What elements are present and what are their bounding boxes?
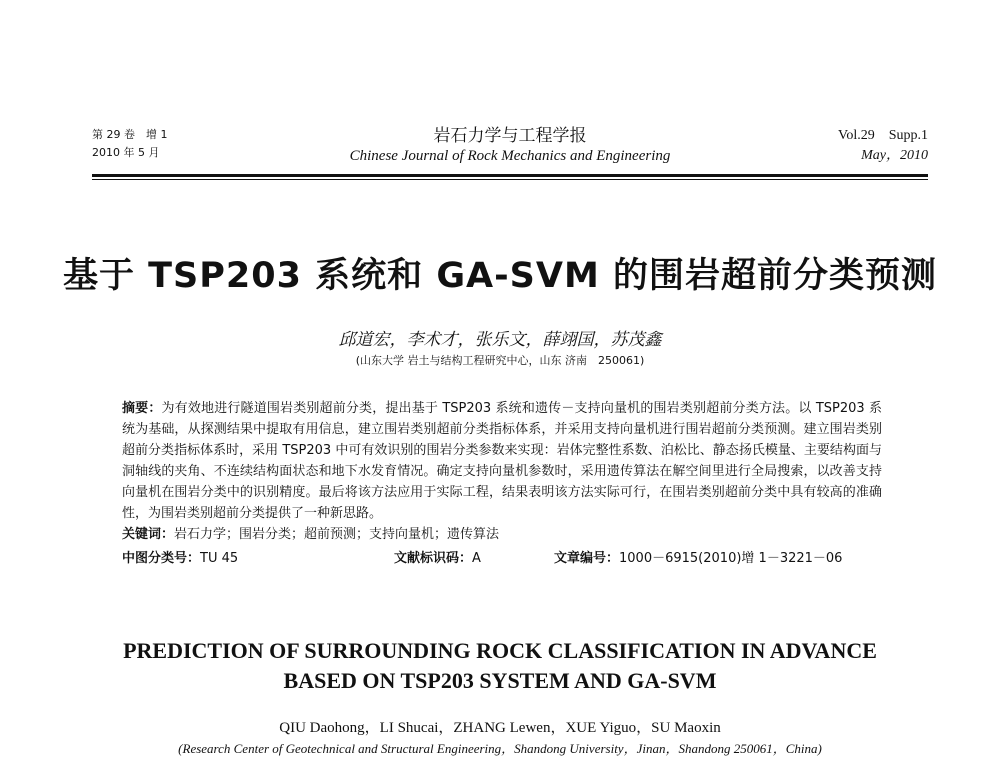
masthead-center	[92, 126, 928, 166]
journal-masthead	[92, 126, 928, 170]
volume-issue: 第 29 卷 增 1	[92, 128, 168, 141]
abstract-text: 为有效地进行隧道围岩类别超前分类，提出基于 TSP203 系统和遗传－支持向量机的围岩类别超前分类方法。以 TSP203 系统为基础，从探测结果中提取有用信息，建立围岩类别超前分类指标体系，并采用支持向量机进行围岩超前分类预测。建立围岩类别超前分类指标体系时，采用 TSP203 中可有效识别的围岩分类参数来实现：岩体完整性系数、泊松比、静态扬氏模量、主要结构面与洞轴线的夹角、不连续结构面状态和地下水发育情况。确定支持向量机参数时，采用遗传算法在解空间里进行全局搜索，以改善支持向量机在围岩分类中的识别精度。最后将该方法应用于实际工程，结果表明该方法实际可行，在围岩类别超前分类中具有较高的准确性，为围岩类别超前分类提供了一种新思路。	[122, 401, 882, 521]
article-number-value: 1000－6915(2010)增 1－3221－06	[619, 551, 843, 566]
masthead-right	[838, 126, 928, 166]
title-en	[0, 636, 1000, 696]
abstract-paragraph	[122, 398, 882, 524]
doc-code-field	[394, 547, 481, 566]
authors-cn: 邱道宏，李术才，张乐文，薛翊国，苏茂鑫	[338, 330, 662, 350]
volume-en: Vol.29 Supp.1	[838, 128, 928, 143]
article-number-label: 文章编号：	[554, 551, 620, 566]
doc-code-value: A	[472, 551, 481, 566]
journal-name-cn: 岩石力学与工程学报	[433, 126, 587, 146]
date-en: May，2010	[861, 148, 928, 163]
authors-en: QIU Daohong，LI Shucai，ZHANG Lewen，XUE Yiguo，SU Maoxin	[279, 720, 721, 736]
affiliation-cn: (山东大学 岩土与结构工程研究中心，山东 济南 250061)	[355, 354, 645, 367]
doc-code-label: 文献标识码：	[394, 551, 473, 566]
clc-field	[122, 547, 238, 566]
journal-name-en: Chinese Journal of Rock Mechanics and Engineering	[349, 148, 671, 164]
keywords-label: 关键词：	[122, 527, 175, 542]
keywords-line	[122, 524, 882, 545]
date-cn: 2010 年 5 月	[92, 146, 160, 159]
classification-line	[122, 547, 882, 569]
abstract-label: 摘要：	[122, 401, 162, 416]
affiliation-en: (Research Center of Geotechnical and Structural Engineering，Shandong University，Jinan，Shandong 250061，China)	[178, 741, 822, 756]
abstract-block	[122, 398, 882, 569]
clc-value: TU 45	[200, 551, 239, 566]
keywords-text: 岩石力学；围岩分类；超前预测；支持向量机；遗传算法	[174, 527, 500, 542]
title-en-line2: BASED ON TSP203 SYSTEM AND GA-SVM	[283, 668, 717, 693]
article-number-field	[554, 547, 842, 566]
masthead-rule-thin	[92, 179, 928, 180]
clc-label: 中图分类号：	[122, 551, 201, 566]
title-en-line1: PREDICTION OF SURROUNDING ROCK CLASSIFICATION IN ADVANCE	[123, 638, 877, 663]
title-cn: 基于 TSP203 系统和 GA-SVM 的围岩超前分类预测	[62, 256, 937, 296]
masthead-rule-thick	[92, 174, 928, 177]
